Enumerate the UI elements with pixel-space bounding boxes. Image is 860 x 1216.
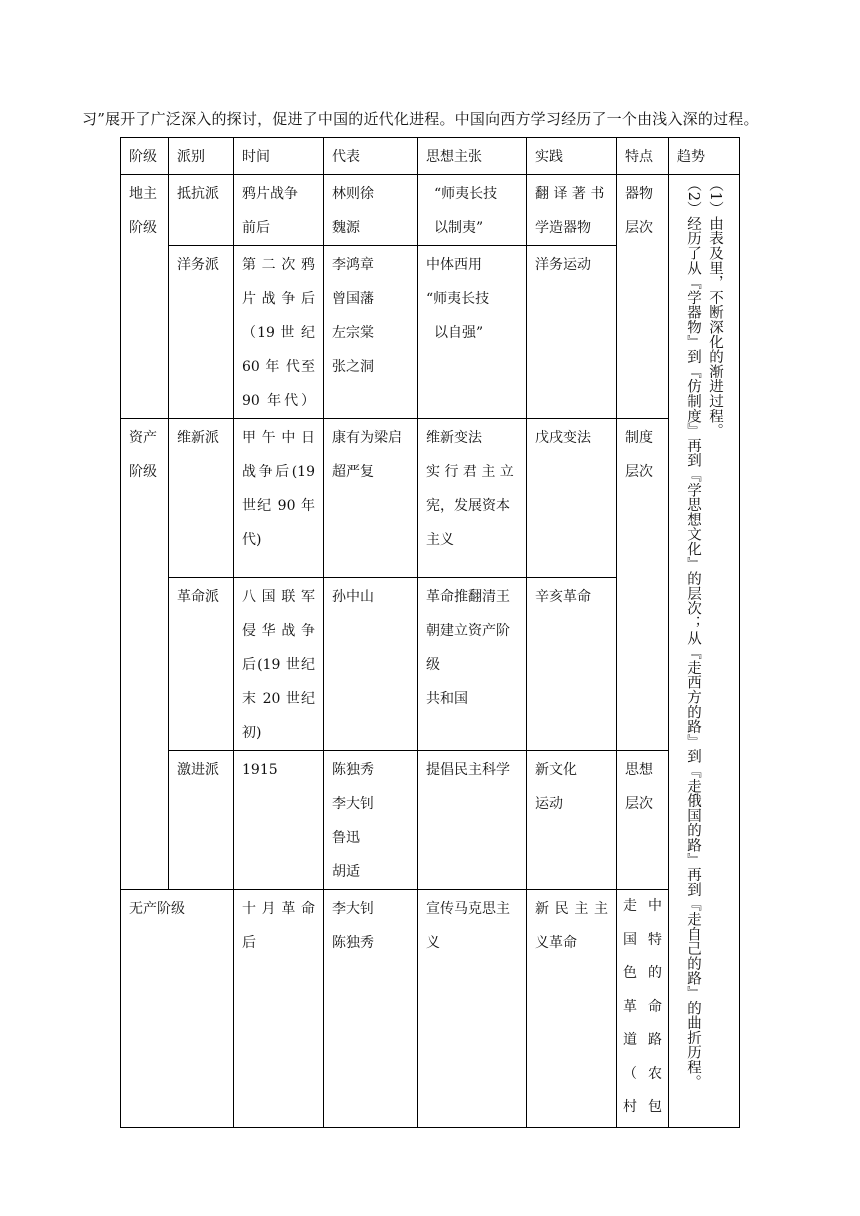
table-row [121,419,740,578]
feature-tool: 器物 层次 [617,175,669,419]
time-proletariat: 十 月 革 命 后 [234,890,324,1128]
westernization-table [120,137,740,1128]
class-bourgeois: 资产 阶级 [121,419,169,890]
idea-proletariat: 宣传马克思主 义 [418,890,527,1128]
header-class: 阶级 [121,138,169,175]
faction-westernization: 洋务派 [169,246,234,419]
idea-westernization: 中体西用 “师夷长技 以自强” [418,246,527,419]
rep-reform: 康有为梁启 超严复 [324,419,418,578]
intro-paragraph: 习”展开了广泛深入的探讨，促进了中国的近代化进程。中国向西方学习经历了一个由浅入深的过程。 [82,110,759,128]
feature-thought: 思想 层次 [617,751,669,890]
rep-proletariat: 李大钊 陈独秀 [324,890,418,1128]
idea-resist: “师夷长技 以制夷” [418,175,527,246]
header-trend: 趋势 [669,138,740,175]
rep-westernization: 李鸿章 曾国藩 左宗棠 张之洞 [324,246,418,419]
practice-reform: 戊戌变法 [527,419,617,578]
header-time: 时间 [234,138,324,175]
header-idea: 思想主张 [418,138,527,175]
header-feature: 特点 [617,138,669,175]
faction-resist: 抵抗派 [169,175,234,246]
feature-system: 制度 层次 [617,419,669,751]
faction-radical: 激进派 [169,751,234,890]
header-faction: 派别 [169,138,234,175]
feature-proletariat: 走 中 国 特 色 的 革 命 道 路 （ 农 村 包 [617,890,669,1128]
idea-reform: 维新变法 实 行 君 主 立 宪，发展资本 主义 [418,419,527,578]
practice-revolution: 辛亥革命 [527,578,617,751]
time-resist: 鸦片战争 前后 [234,175,324,246]
time-reform: 甲 午 中 日 战争后(19 世纪 90 年 代) [234,419,324,578]
rep-revolution: 孙中山 [324,578,418,751]
trend-point-2: （2）经历了从『学器物』到『仿制度』再到『学思想文化』的层次；从『走西方的路』到『走俄国的路』再到『走自己的路』的曲折历程。 [685,177,701,1090]
rep-radical: 陈独秀 李大钊 鲁迅 胡适 [324,751,418,890]
time-revolution: 八 国 联 军 侵 华 战 争 后(19 世纪 末 20 世纪 初) [234,578,324,751]
class-landlord: 地主 阶级 [121,175,169,419]
practice-radical: 新文化 运动 [527,751,617,890]
header-practice: 实践 [527,138,617,175]
trend-cell [669,175,740,1128]
idea-radical: 提倡民主科学 [418,751,527,890]
faction-reform: 维新派 [169,419,234,578]
class-proletariat: 无产阶级 [121,890,234,1128]
practice-resist: 翻 译 著 书 学造器物 [527,175,617,246]
practice-westernization: 洋务运动 [527,246,617,419]
trend-text [682,177,726,1127]
table-row [121,890,740,1128]
time-westernization: 第 二 次 鸦 片 战 争 后 （19 世 纪 60 年 代至 90 年代） [234,246,324,419]
trend-point-1: （1）由表及里，不断深化的渐进过程。 [707,177,723,439]
header-row [121,138,740,175]
table-row [121,175,740,246]
faction-revolution: 革命派 [169,578,234,751]
table-row [121,751,740,890]
time-radical: 1915 [234,751,324,890]
idea-revolution: 革命推翻清王 朝建立资产阶 级 共和国 [418,578,527,751]
rep-resist: 林则徐 魏源 [324,175,418,246]
header-rep: 代表 [324,138,418,175]
practice-proletariat: 新 民 主 主 义革命 [527,890,617,1128]
